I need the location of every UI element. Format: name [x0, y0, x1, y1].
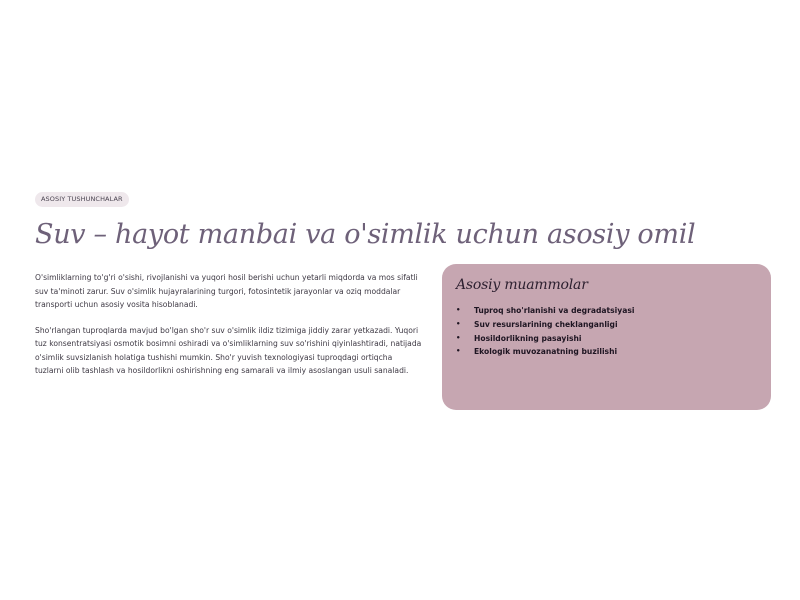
- body-text: [35, 271, 423, 390]
- problems-list: [456, 304, 757, 359]
- bullet-icon: •: [456, 347, 461, 356]
- list-item: [456, 345, 757, 359]
- list-item: [456, 318, 757, 332]
- list-item-label: Hosildorlikning pasayishi: [474, 333, 582, 343]
- list-item: [456, 332, 757, 346]
- key-problems-card: [442, 264, 771, 410]
- bullet-icon: •: [456, 306, 461, 314]
- list-item-label: Tuproq sho'rlanishi va degradatsiyasi: [474, 306, 635, 315]
- bullet-icon: •: [456, 319, 461, 328]
- list-item-label: Suv resurslarining cheklanganligi: [474, 319, 618, 329]
- list-item-label: Ekologik muvozanatning buzilishi: [474, 347, 618, 357]
- card-title: Asosiy muammolar: [456, 277, 588, 293]
- section-badge: ASOSIY TUSHUNCHALAR: [35, 192, 129, 207]
- page-title: Suv – hayot manbai va o'simlik uchun asosiy omil: [35, 219, 696, 250]
- list-item: [456, 304, 757, 318]
- paragraph-intro: O'simliklarning to'g'ri o'sishi, rivojlanishi va yuqori hosil berishi uchun yetarli miqdorda va mos sifatli suv ta'minoti zarur. Suv o'simlik hujayralarining turgori, fotosintetik jarayonlar va oziq moddalar transporti uchun asosiy vosita hisoblanadi.: [35, 273, 418, 309]
- bullet-icon: •: [456, 333, 461, 342]
- paragraph-salinity: Sho'rlangan tuproqlarda mavjud bo'lgan sho'r suv o'simlik ildiz tizimiga jiddiy zarar yetkazadi. Yuqori tuz konsentratsiyasi osmotik bosimni oshiradi va o'simliklarning suv so'rishini qiyinlashtiradi, natijada o'simlik suvsizlanish holatiga tushishi mumkin. Sho'r yuvish texnologiyasi tuproqdagi ortiqcha tuzlarni olib tashlash va hosildorlikni oshirishning eng samarali va ilmiy asoslangan usuli sanaladi.: [35, 325, 422, 375]
